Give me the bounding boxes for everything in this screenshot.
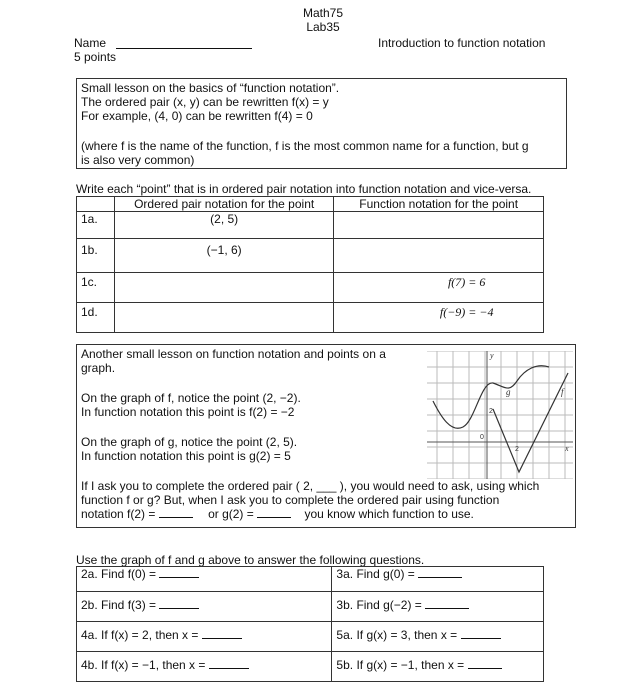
lesson2-title2: graph. <box>81 361 116 375</box>
ordered-pair-answer-cell[interactable] <box>114 303 333 333</box>
lesson2-g-line2: In function notation this point is g(2) = 5 <box>81 449 291 463</box>
g2-blank[interactable] <box>257 507 291 518</box>
y-axis-label: y <box>490 351 494 360</box>
table-row <box>77 273 544 303</box>
x-tick-label: 2 <box>515 446 519 453</box>
question-3b: 3b. Find g(−2) = <box>332 592 544 622</box>
answer-5a-blank[interactable] <box>461 628 501 639</box>
answer-3b-blank[interactable] <box>425 598 469 609</box>
row-label: 1d. <box>77 303 115 333</box>
name-label: Name <box>74 36 107 50</box>
function-notation-cell: f(7) = 6 <box>334 273 544 303</box>
lesson1-line5: is also very common) <box>81 153 195 167</box>
questions-instruction: Use the graph of f and g above to answer the following questions. <box>76 553 425 567</box>
question-3a: 3a. Find g(0) = <box>332 567 544 592</box>
table-row <box>77 567 544 592</box>
notation-table <box>76 196 544 333</box>
answer-3a-blank[interactable] <box>418 567 462 578</box>
function-notation-answer-cell[interactable] <box>334 239 544 273</box>
answer-4b-blank[interactable] <box>209 658 249 669</box>
question-2b: 2b. Find f(3) = <box>77 592 332 622</box>
ordered-pair-answer-cell[interactable] <box>114 273 333 303</box>
table-row <box>77 652 544 682</box>
table-row <box>77 239 544 273</box>
col-header-ordered-pair: Ordered pair notation for the point <box>114 197 333 212</box>
points-label: 5 points <box>74 50 117 64</box>
lesson1-box <box>76 78 567 169</box>
f-curve-label: f <box>561 387 564 397</box>
row-label: 1b. <box>77 239 115 273</box>
question-4b: 4b. If f(x) = −1, then x = <box>77 652 332 682</box>
answer-2a-blank[interactable] <box>159 567 199 578</box>
x-axis-label: x <box>565 444 569 453</box>
table-row <box>77 592 544 622</box>
lesson1-line4: (where f is the name of the function, f is the most common name for a function, but g <box>81 139 529 153</box>
lesson2-f-line1: On the graph of f, notice the point (2, −2). <box>81 391 301 405</box>
lab-name: Lab35 <box>306 20 340 34</box>
ordered-pair-cell: (−1, 6) <box>114 239 333 273</box>
answer-2b-blank[interactable] <box>159 598 199 609</box>
row-label: 1c. <box>77 273 115 303</box>
lesson2-title1: Another small lesson on function notation and points on a <box>81 347 386 361</box>
lesson2-ask-line1: If I ask you to complete the ordered pair ( 2, ___ ), you would need to ask, using which <box>81 479 540 493</box>
table1-instruction: Write each “point” that is in ordered pair notation into function notation and vice-versa. <box>76 182 532 196</box>
question-4a: 4a. If f(x) = 2, then x = <box>77 622 332 652</box>
f2-label: notation f(2) = <box>81 507 156 521</box>
lesson2-box <box>76 344 576 528</box>
question-5b: 5b. If g(x) = −1, then x = <box>332 652 544 682</box>
col-header-function-notation: Function notation for the point <box>334 197 544 212</box>
g2-label: or g(2) = <box>208 507 254 521</box>
function-notation-answer-cell[interactable] <box>334 212 544 239</box>
ordered-pair-cell: (2, 5) <box>114 212 333 239</box>
questions-table <box>76 566 544 682</box>
lesson2-ask-line2: function f or g? But, when I ask you to complete the ordered pair using function <box>81 493 500 507</box>
question-5a: 5a. If g(x) = 3, then x = <box>332 622 544 652</box>
table-row <box>77 622 544 652</box>
table-row <box>77 303 544 333</box>
answer-5b-blank[interactable] <box>468 658 502 669</box>
lesson1-line3: For example, (4, 0) can be rewritten f(4) = 0 <box>81 109 313 123</box>
table-row <box>77 212 544 239</box>
topic-title: Introduction to function notation <box>378 36 546 50</box>
g-curve <box>433 366 549 429</box>
function-notation-cell: f(−9) = −4 <box>334 303 544 333</box>
g-curve-label: g <box>506 387 511 397</box>
course-title <box>298 6 348 34</box>
answer-4a-blank[interactable] <box>202 628 242 639</box>
lesson2-f-line2: In function notation this point is f(2) = −2 <box>81 405 295 419</box>
ask-line3-end: you know which function to use. <box>304 507 474 521</box>
f2-blank[interactable] <box>159 507 193 518</box>
course-name: Math75 <box>302 6 344 20</box>
function-graph <box>427 351 573 479</box>
lesson2-ask-line3 <box>81 507 474 521</box>
origin-label: 0 <box>480 434 484 441</box>
row-label: 1a. <box>77 212 115 239</box>
y-tick-label: 2 <box>489 408 493 415</box>
lesson2-g-line1: On the graph of g, notice the point (2, 5). <box>81 435 298 449</box>
question-2a: 2a. Find f(0) = <box>77 567 332 592</box>
name-field[interactable] <box>116 48 252 49</box>
lesson1-line1: Small lesson on the basics of “function notation”. <box>81 81 340 95</box>
lesson1-line2: The ordered pair (x, y) can be rewritten f(x) = y <box>81 95 329 109</box>
